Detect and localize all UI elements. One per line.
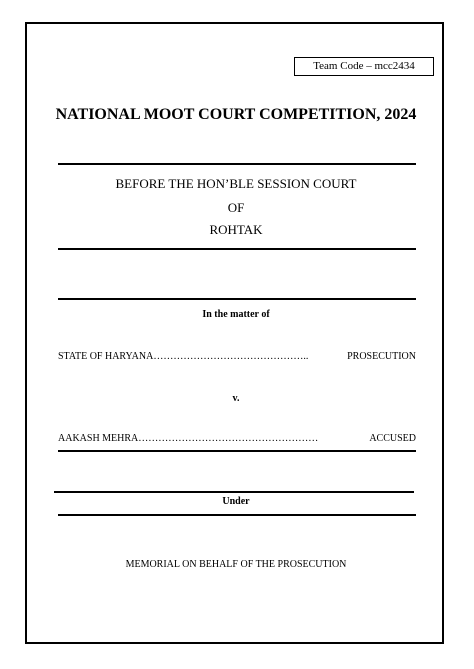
party-role: ACCUSED	[369, 433, 416, 444]
divider-line	[54, 491, 414, 493]
court-line-1: BEFORE THE HON’BLE SESSION COURT	[115, 176, 357, 191]
party-leader-dots: ………………………………………..	[153, 351, 309, 362]
court-line-3: ROHTAK	[209, 222, 263, 237]
party-leader-dots: ………………………………………………	[138, 433, 319, 444]
party-row-accused	[58, 432, 416, 446]
memorial-title: MEMORIAL ON BEHALF OF THE PROSECUTION	[125, 559, 347, 570]
team-code-box: Team Code – mcc2434	[294, 57, 434, 76]
versus-label: v.	[232, 393, 240, 404]
under-label: Under	[222, 496, 250, 507]
matter-heading: In the matter of	[202, 309, 270, 320]
party-role: PROSECUTION	[347, 351, 416, 362]
divider-line	[58, 298, 416, 300]
party-row-prosecution	[58, 350, 416, 364]
divider-line	[58, 163, 416, 165]
party-name: STATE OF HARYANA	[58, 351, 154, 362]
party-name: AAKASH MEHRA	[58, 433, 139, 444]
divider-line	[58, 248, 416, 250]
competition-title: NATIONAL MOOT COURT COMPETITION, 2024	[55, 106, 417, 123]
court-line-2: OF	[227, 200, 245, 215]
divider-line	[58, 514, 416, 516]
divider-line	[58, 450, 416, 452]
